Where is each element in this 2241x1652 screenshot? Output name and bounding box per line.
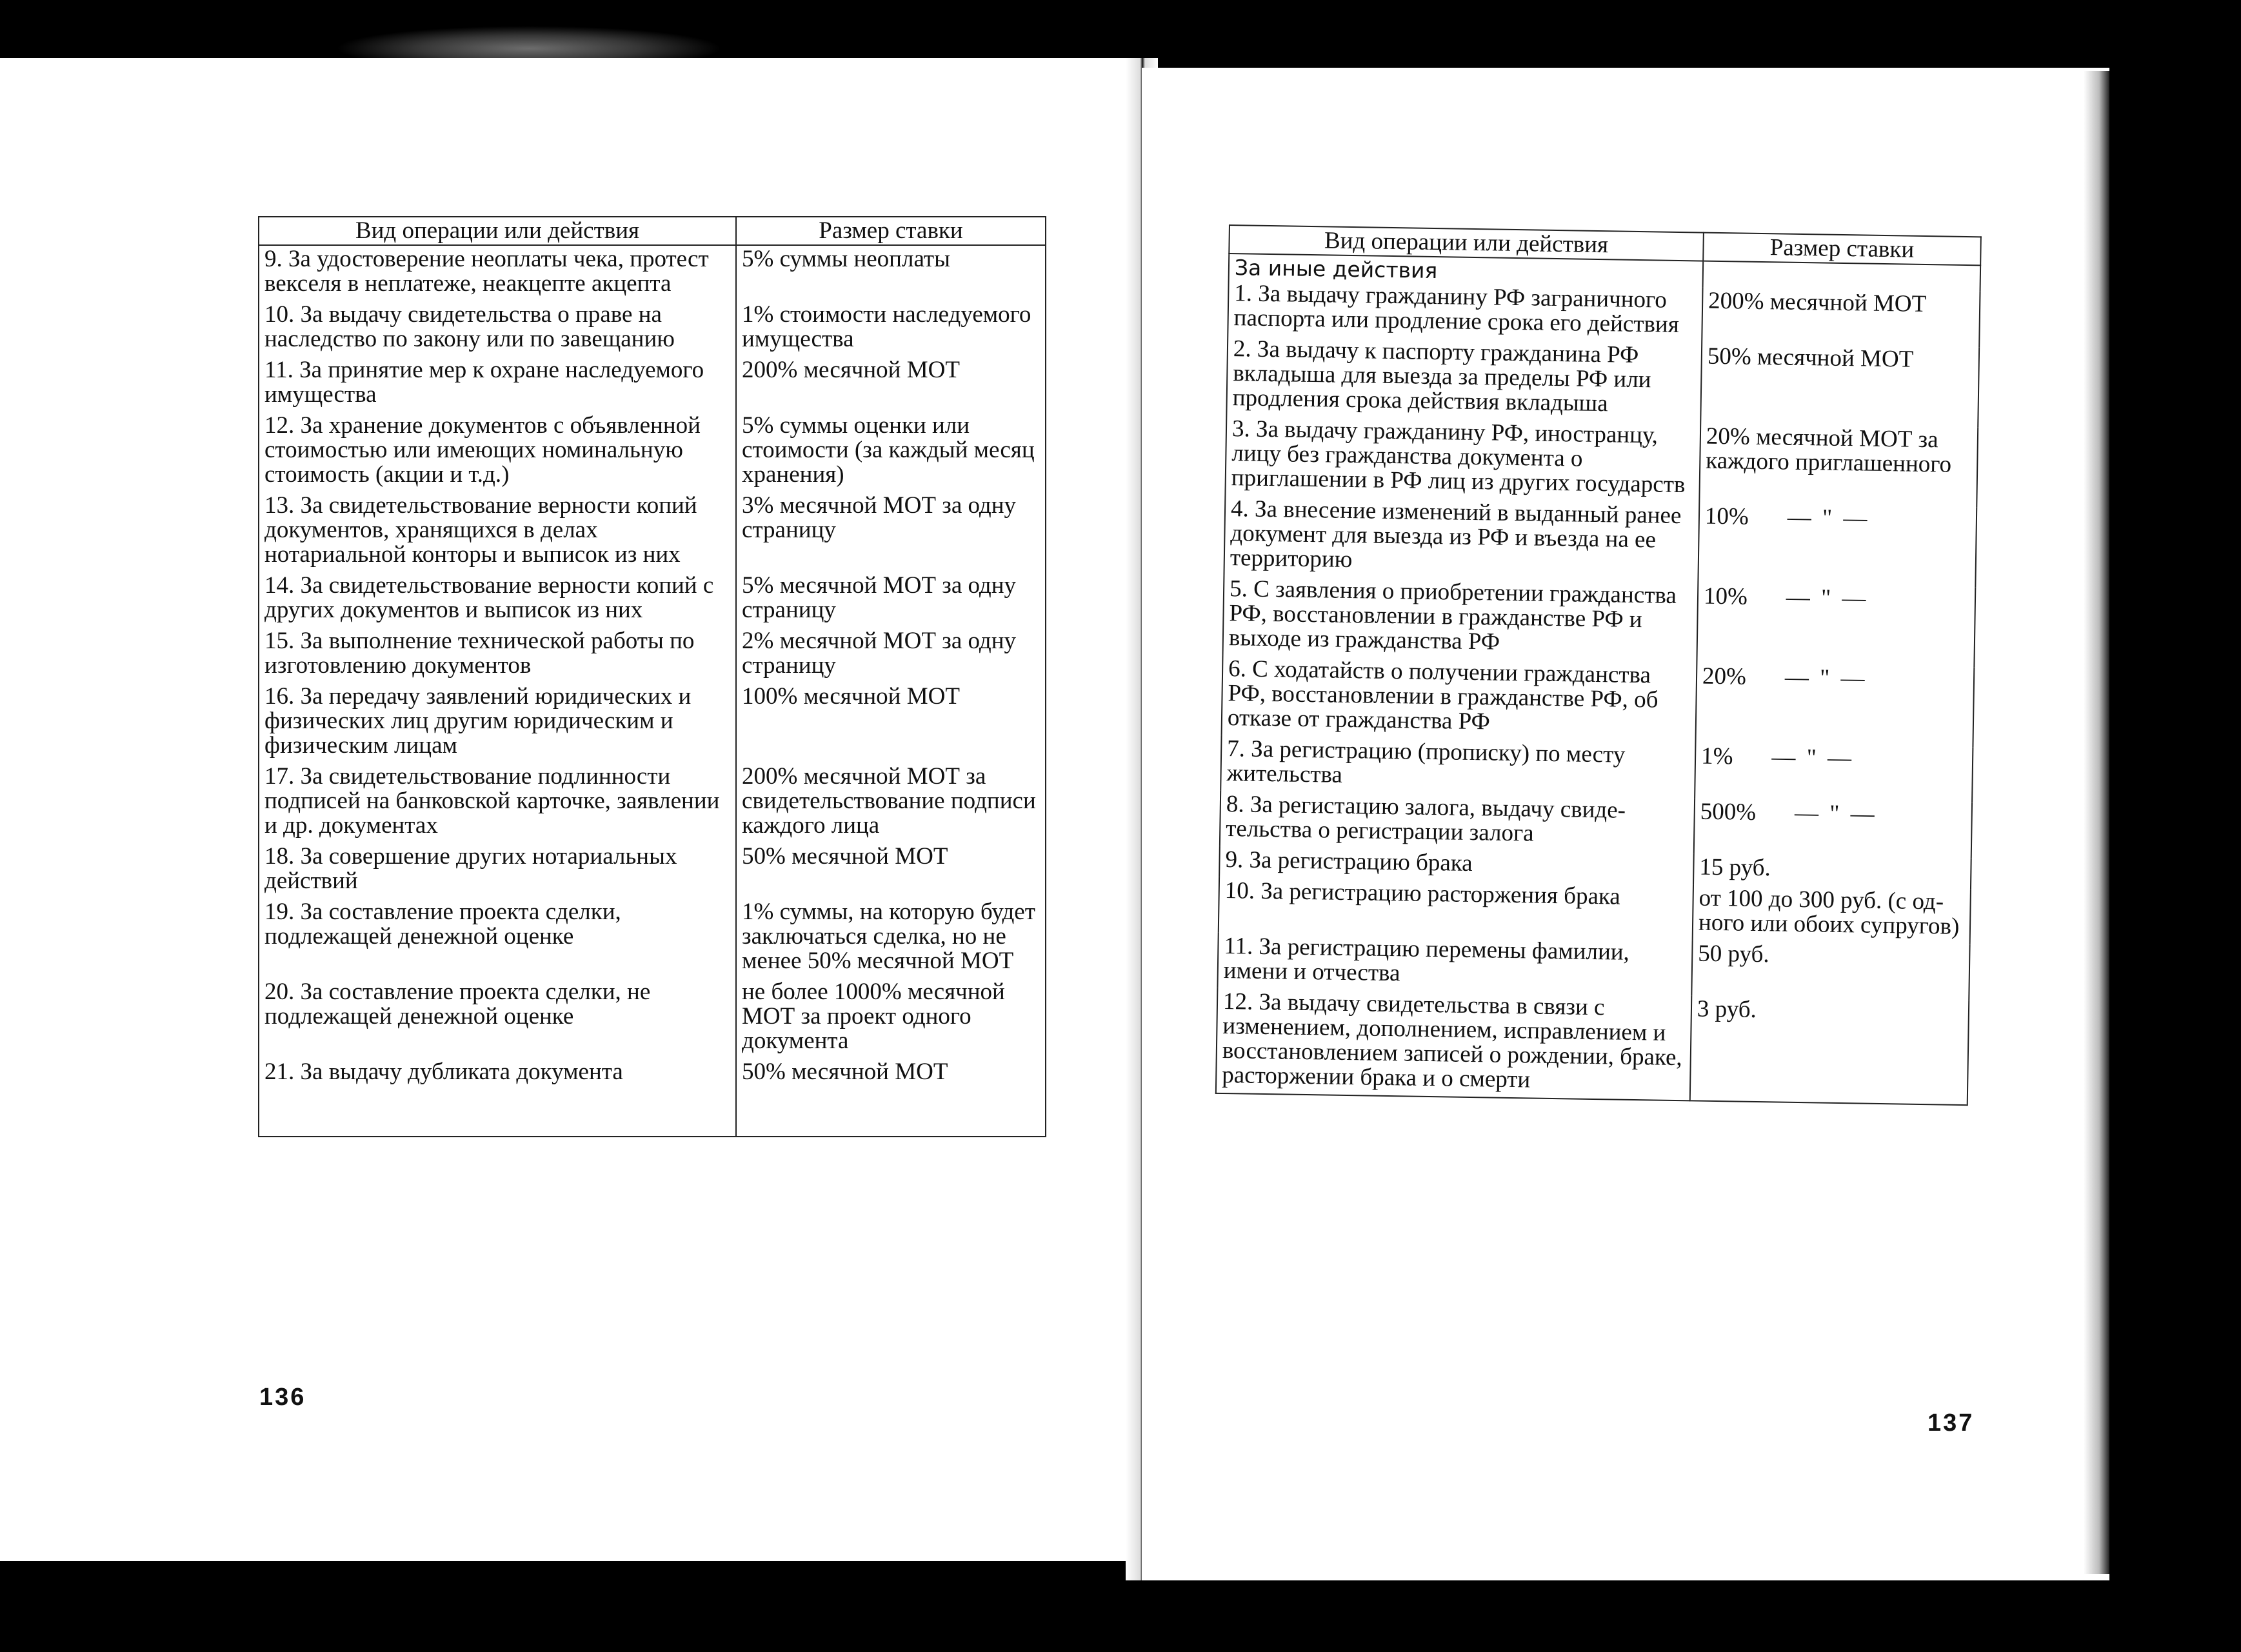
operation-cell: 17. За свидетельствование подлинности подписей на банковской карточке, заявлении и др. документах bbox=[259, 763, 736, 843]
rate-cell: 5% суммы оценки или стоимости (за каждый месяц хранения) bbox=[736, 412, 1046, 492]
rate-cell bbox=[1693, 853, 1971, 889]
rate-cell: 5% суммы неоплаты bbox=[736, 245, 1046, 301]
table-row bbox=[259, 979, 1046, 1059]
empty-cell bbox=[1703, 261, 1981, 292]
rate-cell bbox=[1695, 662, 1974, 747]
table-header-row bbox=[259, 217, 1046, 245]
table-row bbox=[259, 245, 1046, 301]
operation-cell: 14. За свидетельствование верности копий с других документов и выписок из них bbox=[259, 572, 736, 628]
rate-cell: 200% месячной МОТ за свидетельствование подписи каждого лица bbox=[736, 763, 1046, 843]
ditto-mark: — " — bbox=[1787, 504, 1870, 532]
operation-cell: 12. За хранение документов с объявленной стоимостью или имеющих номинальную стоимость (акции и т.д.) bbox=[259, 412, 736, 492]
header-rate: Размер ставки bbox=[1703, 233, 1981, 266]
rate-cell: 1% стоимости наследуемого имущества bbox=[736, 301, 1046, 357]
rate-cell bbox=[1697, 582, 1975, 667]
operation-cell: 10. За выдачу свидетельства о праве на наследство по закону или по завещанию bbox=[259, 301, 736, 357]
table-row bbox=[1216, 988, 1969, 1105]
rate-value: 10% bbox=[1704, 503, 1749, 530]
operation-cell: 15. За выполнение технической работы по изготовлению документов bbox=[259, 628, 736, 683]
operation-cell: 7. За регистрацию (прописку) по месту жительства bbox=[1220, 735, 1695, 799]
table-row bbox=[259, 899, 1046, 979]
table-row bbox=[259, 357, 1046, 412]
right-rates-table bbox=[1215, 224, 1982, 1106]
ditto-mark: — " — bbox=[1794, 799, 1878, 828]
operation-cell: 1. За выдачу гражданину РФ заграничного паспорта или продление срока его действия bbox=[1228, 280, 1702, 343]
rate-cell: 50% месячной МОТ bbox=[736, 843, 1046, 899]
page-number-left: 136 bbox=[259, 1384, 306, 1411]
operation-cell: 11. За принятие мер к охране наследуемого имущества bbox=[259, 357, 736, 412]
operation-cell: 5. С заявления о приобретении гражданства РФ, восстановлении в гражданстве РФ и выходе из гражданства РФ bbox=[1223, 575, 1698, 663]
table-row bbox=[259, 301, 1046, 357]
table-row bbox=[259, 628, 1046, 683]
table-row bbox=[259, 492, 1046, 572]
rate-cell bbox=[1698, 503, 1977, 588]
table-row bbox=[259, 763, 1046, 843]
rate-value: 20% bbox=[1702, 662, 1747, 690]
rate-cell bbox=[1693, 884, 1971, 944]
page-edge-shadow bbox=[2084, 71, 2109, 1574]
table-row bbox=[1222, 655, 1975, 747]
rate-value: 20% месячной МОТ за каждого приглашенного bbox=[1706, 423, 1952, 478]
rate-value: 500% bbox=[1700, 798, 1757, 826]
operation-cell: 4. За внесение изменений в выданный ранее документ для выезда из РФ и въезда на ее территорию bbox=[1224, 495, 1699, 583]
rate-value: 15 руб. bbox=[1699, 853, 1771, 882]
rate-cell: 1% суммы, на которую будет заключаться сделка, но не менее 50% месячной МОТ bbox=[736, 899, 1046, 979]
ditto-mark: — " — bbox=[1786, 584, 1869, 612]
operation-cell: 12. За выдачу свидетельства в связи с изменением, дополнением, исправлением и восстановлением записей о рождении, браке, расторжении брака и о смерти bbox=[1216, 988, 1691, 1101]
rate-value: от 100 до 300 руб. (с одного или обоих супругов) bbox=[1698, 884, 1960, 940]
rate-value: 1% bbox=[1700, 742, 1733, 770]
operation-cell: 9. За регистрацию брака bbox=[1219, 846, 1694, 885]
rate-cell: 2% месячной МОТ за одну страницу bbox=[736, 628, 1046, 683]
operation-cell: 8. За регистацию залога, выдачу свидетельства о регистрации залога bbox=[1220, 791, 1695, 854]
operation-cell: 13. За свидетельствование верности копий документов, хранящихся в делах нотариальной конторы и выписок из них bbox=[259, 492, 736, 572]
rate-cell: 100% месячной МОТ bbox=[736, 683, 1046, 763]
table-row bbox=[259, 412, 1046, 492]
table-row bbox=[259, 683, 1046, 763]
operation-cell: 3. За выдачу гражданину РФ, иностранцу, лицу без гражданства документа о приглашении в РФ лиц из других государств bbox=[1225, 415, 1700, 503]
operation-cell: 16. За передачу заявлений юридических и физических лиц другим юридическим и физическим лицам bbox=[259, 683, 736, 763]
rate-cell bbox=[1702, 288, 1980, 348]
operation-cell: 20. За составление проекта сделки, не подлежащей денежной оценке bbox=[259, 979, 736, 1059]
table-row bbox=[1226, 335, 1979, 427]
table-row bbox=[1225, 415, 1978, 507]
operation-cell: 10. За регистрацию расторжения брака bbox=[1219, 877, 1693, 940]
ditto-mark: — " — bbox=[1784, 664, 1867, 692]
category-heading: За иные действия bbox=[1229, 254, 1704, 288]
table-row bbox=[259, 572, 1046, 628]
header-rate: Размер ставки bbox=[736, 217, 1046, 245]
operation-cell: 6. С ходатайств о получении гражданства РФ, восстановлении в гражданстве РФ, об отказе от гражданства РФ bbox=[1222, 655, 1697, 743]
rate-value: 10% bbox=[1703, 582, 1748, 610]
rate-cell: 5% месячной МОТ за одну страницу bbox=[736, 572, 1046, 628]
ditto-mark: — " — bbox=[1771, 744, 1855, 772]
rate-cell bbox=[1694, 798, 1972, 858]
rate-cell: не более 1000% месячной МОТ за проект одного документа bbox=[736, 979, 1046, 1059]
operation-cell: 21. За выдачу дубликата документа bbox=[259, 1059, 736, 1137]
table-row bbox=[1223, 575, 1976, 667]
left-rates-table bbox=[258, 216, 1046, 1137]
operation-cell: 9. За удостоверение неоплаты чека, протест векселя в неплатеже, неакцепте акцепта bbox=[259, 245, 736, 301]
rate-cell: 200% месячной МОТ bbox=[736, 357, 1046, 412]
header-operation: Вид операции или действия bbox=[259, 217, 736, 245]
rate-cell bbox=[1695, 742, 1973, 802]
operation-cell: 11. За регистрацию перемены фамилии, имени и отчества bbox=[1217, 933, 1692, 996]
rate-value: 200% месячной МОТ bbox=[1708, 287, 1927, 317]
rate-value: 3 руб. bbox=[1697, 995, 1757, 1023]
table-row bbox=[259, 843, 1046, 899]
rate-value: 50% месячной МОТ bbox=[1707, 343, 1914, 373]
rate-cell bbox=[1690, 995, 1969, 1105]
table-row bbox=[1224, 495, 1977, 587]
operation-cell: 19. За составление проекта сделки, подлежащей денежной оценке bbox=[259, 899, 736, 979]
operation-cell: 18. За совершение других нотариальных действий bbox=[259, 843, 736, 899]
rate-cell: 50% месячной МОТ bbox=[736, 1059, 1046, 1137]
rate-cell bbox=[1699, 423, 1978, 508]
rate-cell: 3% месячной МОТ за одну страницу bbox=[736, 492, 1046, 572]
rate-cell bbox=[1691, 940, 1969, 1000]
table-row bbox=[259, 1059, 1046, 1137]
rate-value: 50 руб. bbox=[1698, 940, 1770, 968]
rate-cell bbox=[1700, 343, 1979, 428]
operation-cell: 2. За выдачу к паспорту гражданина РФ вкладыша для выезда за пределы РФ или продления срока действия вкладыша bbox=[1226, 335, 1702, 423]
header-operation: Вид операции или действия bbox=[1229, 225, 1704, 261]
page-number-right: 137 bbox=[1927, 1409, 1975, 1437]
